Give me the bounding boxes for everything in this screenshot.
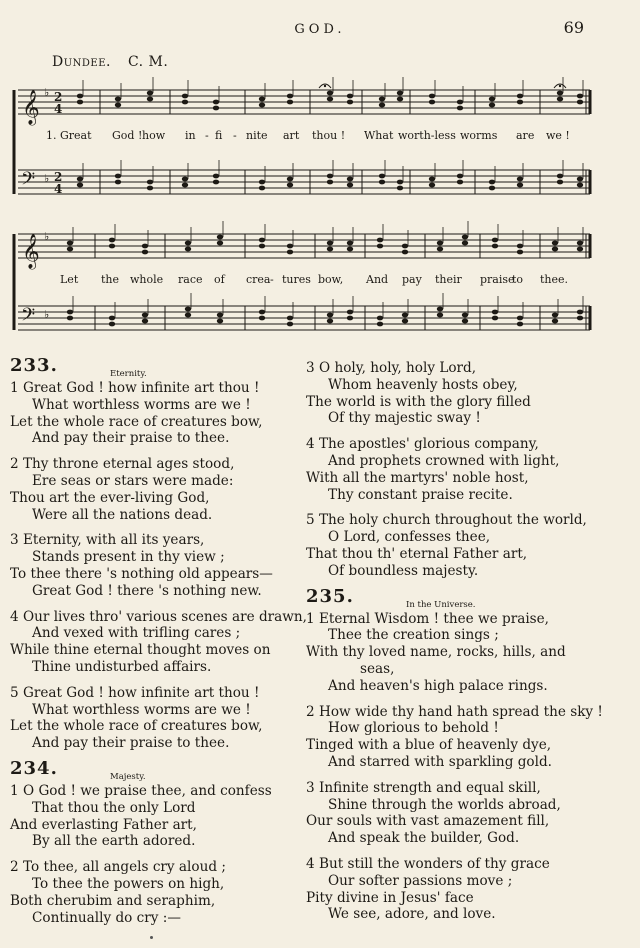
time-signature-top: 2 bbox=[54, 90, 63, 104]
bass-note bbox=[115, 180, 121, 185]
bass-note bbox=[67, 316, 73, 321]
bass-note bbox=[377, 316, 383, 321]
flat-key-signature: ♭ bbox=[44, 308, 50, 321]
time-signature-bottom: 4 bbox=[54, 182, 63, 196]
page-mark bbox=[150, 936, 153, 939]
verse-line bbox=[306, 360, 636, 377]
bass-note bbox=[489, 180, 495, 185]
lyric-syllable: thee. bbox=[540, 273, 569, 286]
stanza bbox=[10, 685, 300, 752]
treble-note bbox=[429, 94, 435, 99]
bass-note bbox=[287, 177, 293, 182]
verse-line: And speak the builder, God. bbox=[328, 830, 520, 847]
treble-note bbox=[517, 94, 523, 99]
treble-note bbox=[379, 103, 385, 108]
verse-text: Eternity, with all its years, bbox=[22, 532, 205, 549]
stanza-number: 1 bbox=[306, 610, 319, 627]
stanza bbox=[306, 780, 636, 847]
bass-note bbox=[577, 177, 583, 182]
time-signature-bottom: 4 bbox=[54, 102, 63, 116]
bass-note bbox=[182, 183, 188, 188]
verse-text: To thee, all angels cry aloud ; bbox=[22, 859, 226, 876]
verse-line: The world is with the glory filled bbox=[306, 393, 531, 410]
verse-line: By all the earth adored. bbox=[32, 833, 196, 850]
treble-note bbox=[402, 250, 408, 255]
verse-line: Both cherubim and seraphim, bbox=[10, 892, 216, 909]
treble-note bbox=[429, 100, 435, 105]
verse-line: Ere seas or stars were made: bbox=[32, 472, 234, 489]
hymn-number: 234. bbox=[10, 757, 58, 779]
stanza bbox=[306, 360, 636, 427]
lyric-syllable: praise bbox=[480, 273, 515, 286]
treble-note bbox=[77, 100, 83, 105]
verse-text: Great God ! how infinite art thou ! bbox=[22, 684, 260, 701]
verse-line bbox=[10, 608, 307, 626]
treble-note bbox=[402, 244, 408, 249]
treble-note bbox=[577, 94, 583, 99]
stanza-number: 2 bbox=[10, 859, 23, 876]
lyric-syllable: 1. Great bbox=[46, 129, 92, 142]
verse-line: That thou the only Lord bbox=[32, 799, 196, 816]
treble-note bbox=[182, 100, 188, 105]
hymn-subtitle: Eternity. bbox=[110, 369, 147, 379]
bass-note bbox=[437, 313, 443, 318]
treble-note bbox=[377, 238, 383, 243]
lyric-syllable: Let bbox=[60, 273, 79, 286]
lyric-syllable: pay bbox=[402, 273, 422, 286]
flat-key-signature: ♭ bbox=[44, 172, 50, 185]
verse-text: Thy throne eternal ages stood, bbox=[22, 456, 235, 473]
verse-line: Thy constant praise recite. bbox=[328, 486, 513, 503]
verse-line: Our softer passions move ; bbox=[328, 872, 513, 889]
bass-note bbox=[429, 183, 435, 188]
treble-note bbox=[552, 247, 558, 252]
bass-note bbox=[347, 183, 353, 188]
bass-note bbox=[347, 177, 353, 182]
bass-note bbox=[185, 307, 191, 312]
bass-note bbox=[347, 310, 353, 315]
bass-note bbox=[67, 310, 73, 315]
treble-note bbox=[259, 103, 265, 108]
stanza bbox=[10, 608, 307, 676]
time-signature-top: 2 bbox=[54, 170, 63, 184]
bass-note bbox=[402, 319, 408, 324]
verse-text: The holy church throughout the world, bbox=[318, 512, 587, 529]
bass-note bbox=[557, 174, 563, 179]
lyric-syllable: - bbox=[270, 273, 274, 286]
hymn-heading bbox=[10, 757, 300, 783]
bass-note bbox=[517, 183, 523, 188]
bass-note bbox=[142, 319, 148, 324]
verse-line bbox=[306, 704, 636, 721]
treble-note bbox=[259, 97, 265, 102]
treble-note bbox=[213, 100, 219, 105]
bass-note bbox=[577, 316, 583, 321]
treble-note bbox=[517, 250, 523, 255]
verse-line: And starred with sparkling gold. bbox=[328, 753, 552, 770]
verse-line: Of boundless majesty. bbox=[328, 562, 479, 579]
running-title: GOD. bbox=[294, 22, 346, 37]
verse-line bbox=[306, 856, 636, 873]
treble-note bbox=[577, 247, 583, 252]
treble-note bbox=[492, 238, 498, 243]
bass-note bbox=[377, 322, 383, 327]
treble-note bbox=[457, 100, 463, 105]
music-system-1 bbox=[0, 74, 640, 214]
bass-note bbox=[397, 180, 403, 185]
tune-name: Dundee. bbox=[52, 54, 111, 70]
lyric-syllable: whole bbox=[130, 273, 164, 286]
bass-note bbox=[109, 322, 115, 327]
bass-note bbox=[577, 310, 583, 315]
right-column bbox=[306, 360, 636, 932]
verse-line: And prophets crowned with light, bbox=[328, 452, 560, 469]
bass-note bbox=[557, 180, 563, 185]
lyric-syllable: the bbox=[101, 273, 120, 286]
tune-heading bbox=[52, 54, 168, 70]
stanza-number: 2 bbox=[306, 703, 319, 720]
lyric-syllable: - bbox=[233, 129, 237, 142]
treble-note bbox=[492, 244, 498, 249]
treble-note bbox=[377, 244, 383, 249]
verse-line bbox=[10, 380, 300, 397]
treble-note bbox=[67, 241, 73, 246]
verse-line bbox=[10, 783, 300, 800]
bass-clef: 𝄢 bbox=[21, 305, 36, 330]
treble-note bbox=[397, 91, 403, 96]
treble-note bbox=[557, 97, 563, 102]
verse-text: Eternal Wisdom ! thee we praise, bbox=[318, 610, 550, 627]
verse-line: With all the martyrs' noble host, bbox=[306, 469, 529, 486]
treble-note bbox=[115, 103, 121, 108]
bass-note bbox=[259, 316, 265, 321]
verse-text: O God ! we praise thee, and confess bbox=[22, 782, 272, 799]
page-number: 69 bbox=[563, 18, 584, 37]
lyric-syllable: their bbox=[435, 273, 462, 286]
bass-note bbox=[517, 316, 523, 321]
verse-text: Infinite strength and equal skill, bbox=[318, 779, 541, 796]
treble-note bbox=[67, 247, 73, 252]
verse-line bbox=[306, 436, 636, 453]
stanza bbox=[10, 783, 300, 850]
lyric-syllable: worms bbox=[460, 129, 498, 142]
verse-line: How glorious to behold ! bbox=[328, 720, 499, 737]
stanza-number: 1 bbox=[10, 782, 23, 799]
verse-line: What worthless worms are we ! bbox=[32, 701, 251, 718]
bass-note bbox=[462, 319, 468, 324]
treble-note bbox=[462, 235, 468, 240]
stanza-number: 3 bbox=[306, 360, 319, 376]
verse-line: With thy loved name, rocks, hills, and bbox=[306, 644, 566, 661]
treble-note bbox=[287, 244, 293, 249]
bass-note bbox=[462, 313, 468, 318]
verse-line: And everlasting Father art, bbox=[10, 816, 197, 833]
bass-note bbox=[327, 174, 333, 179]
lyric-syllable: how bbox=[142, 129, 166, 142]
verse-line: And pay their praise to thee. bbox=[32, 430, 230, 447]
stanza-number: 5 bbox=[306, 512, 319, 529]
stanza bbox=[306, 512, 636, 579]
left-column bbox=[10, 352, 307, 935]
verse-line: And heaven's high palace rings. bbox=[328, 677, 548, 694]
treble-note bbox=[577, 241, 583, 246]
lyric-syllable: in bbox=[185, 129, 196, 142]
treble-note bbox=[142, 250, 148, 255]
treble-note bbox=[347, 94, 353, 99]
treble-note bbox=[552, 241, 558, 246]
treble-clef: 𝄞 bbox=[22, 90, 40, 125]
bass-note bbox=[457, 174, 463, 179]
treble-note bbox=[185, 241, 191, 246]
hymn-number: 233. bbox=[10, 355, 58, 376]
treble-note bbox=[109, 238, 115, 243]
verse-line: Whom heavenly hosts obey, bbox=[328, 376, 518, 393]
treble-note bbox=[109, 244, 115, 249]
bass-note bbox=[429, 177, 435, 182]
treble-note bbox=[517, 244, 523, 249]
bass-note bbox=[259, 180, 265, 185]
verse-line: Great God ! there 's nothing new. bbox=[32, 582, 262, 599]
treble-note bbox=[213, 106, 219, 111]
treble-note bbox=[489, 103, 495, 108]
bass-note bbox=[217, 313, 223, 318]
tune-meter: C. M. bbox=[127, 54, 169, 70]
lyric-syllable: race bbox=[178, 273, 203, 286]
treble-note bbox=[327, 91, 333, 96]
bass-note bbox=[402, 313, 408, 318]
bass-note bbox=[213, 174, 219, 179]
hymn-heading bbox=[306, 585, 636, 611]
bass-note bbox=[489, 186, 495, 191]
stanza-number: 5 bbox=[10, 684, 23, 701]
verse-text: Great God ! how infinite art thou ! bbox=[22, 380, 260, 396]
treble-note bbox=[457, 106, 463, 111]
bass-note bbox=[397, 186, 403, 191]
verse-text: The apostles' glorious company, bbox=[318, 436, 539, 453]
lyric-syllable: art bbox=[283, 129, 300, 142]
bass-note bbox=[492, 316, 498, 321]
lyric-syllable: fi bbox=[215, 129, 223, 142]
lyric-syllable: are bbox=[516, 129, 535, 142]
verse-line: To thee the powers on high, bbox=[32, 875, 225, 892]
bass-note bbox=[492, 310, 498, 315]
verse-line: Thine undisturbed affairs. bbox=[32, 658, 212, 675]
treble-note bbox=[287, 100, 293, 105]
stanza bbox=[10, 532, 300, 599]
bass-note bbox=[379, 180, 385, 185]
bass-clef: 𝄢 bbox=[21, 169, 36, 194]
stanza bbox=[306, 856, 636, 923]
stanza bbox=[306, 436, 636, 503]
bass-note bbox=[109, 316, 115, 321]
stanza-number: 4 bbox=[306, 436, 319, 453]
verse-line: Were all the nations dead. bbox=[32, 506, 213, 523]
bass-note bbox=[552, 319, 558, 324]
stanza-number: 3 bbox=[306, 779, 319, 796]
bass-note bbox=[287, 316, 293, 321]
lyric-syllable: What bbox=[364, 129, 394, 142]
verse-text: Our lives thro' various scenes are drawn, bbox=[22, 608, 307, 625]
lyric-syllable: thou ! bbox=[312, 129, 346, 142]
verse-text: But still the wonders of thy grace bbox=[318, 855, 550, 872]
lyric-syllable: God ! bbox=[112, 129, 143, 142]
lyric-syllable: bow, bbox=[318, 273, 344, 286]
treble-note bbox=[327, 247, 333, 252]
treble-note bbox=[142, 244, 148, 249]
treble-note bbox=[327, 97, 333, 102]
bass-note bbox=[213, 180, 219, 185]
verse-line bbox=[306, 512, 636, 529]
bass-note bbox=[217, 319, 223, 324]
bass-note bbox=[287, 183, 293, 188]
flat-key-signature: ♭ bbox=[44, 86, 50, 99]
treble-note bbox=[287, 94, 293, 99]
treble-note bbox=[259, 244, 265, 249]
bass-note bbox=[185, 313, 191, 318]
verse-line bbox=[10, 685, 300, 702]
verse-line: What worthless worms are we ! bbox=[32, 396, 251, 413]
bass-note bbox=[347, 316, 353, 321]
stanza-number: 4 bbox=[306, 855, 319, 872]
verse-line: While thine eternal thought moves on bbox=[10, 642, 271, 659]
treble-note bbox=[462, 241, 468, 246]
bass-note bbox=[437, 307, 443, 312]
bass-note bbox=[457, 180, 463, 185]
treble-note bbox=[489, 97, 495, 102]
verse-line: Tinged with a blue of heavenly dye, bbox=[306, 737, 552, 754]
lyric-syllable: we ! bbox=[546, 129, 570, 142]
verse-line: That thou th' eternal Father art, bbox=[306, 545, 528, 562]
treble-note bbox=[397, 97, 403, 102]
bass-note bbox=[287, 322, 293, 327]
stanza bbox=[10, 859, 300, 926]
treble-clef: 𝄞 bbox=[22, 234, 40, 269]
lyric-syllable: And bbox=[366, 273, 389, 286]
verse-line bbox=[10, 532, 300, 549]
verse-line: We see, adore, and love. bbox=[328, 906, 496, 923]
verse-line: Shine through the worlds abroad, bbox=[328, 796, 561, 813]
treble-note bbox=[557, 91, 563, 96]
stanza-number: 1 bbox=[10, 380, 23, 396]
bass-note bbox=[327, 180, 333, 185]
verse-line: O Lord, confesses thee, bbox=[328, 529, 491, 546]
bass-note bbox=[259, 186, 265, 191]
bass-note bbox=[142, 313, 148, 318]
treble-note bbox=[259, 238, 265, 243]
verse-line: And vexed with trifling cares ; bbox=[32, 625, 241, 642]
fermata-dot bbox=[324, 85, 326, 87]
fermata-dot bbox=[559, 85, 561, 87]
lyric-syllable: of bbox=[214, 273, 225, 286]
verse-line: Continually do cry :— bbox=[32, 909, 181, 926]
verse-line: seas, bbox=[360, 660, 395, 677]
bass-note bbox=[552, 313, 558, 318]
treble-note bbox=[287, 250, 293, 255]
treble-note bbox=[147, 91, 153, 96]
treble-note bbox=[347, 241, 353, 246]
treble-note bbox=[182, 94, 188, 99]
hymn-number: 235. bbox=[306, 585, 354, 607]
hymn-subtitle: In the Universe. bbox=[406, 599, 476, 610]
verse-text: How wide thy hand hath spread the sky ! bbox=[318, 703, 603, 720]
verse-line: Pity divine in Jesus' face bbox=[306, 889, 474, 906]
treble-note bbox=[379, 97, 385, 102]
flat-key-signature: ♭ bbox=[44, 230, 50, 243]
verse-line: Thou art the ever-living God, bbox=[10, 489, 210, 506]
verse-line: Thee the creation sings ; bbox=[328, 627, 499, 644]
treble-note bbox=[437, 247, 443, 252]
verse-line: Our souls with vast amazement fill, bbox=[306, 813, 550, 830]
bass-note bbox=[147, 180, 153, 185]
bass-note bbox=[77, 177, 83, 182]
bass-note bbox=[327, 313, 333, 318]
treble-note bbox=[115, 97, 121, 102]
page-header bbox=[0, 18, 640, 42]
verse-line: To thee there 's nothing old appears— bbox=[10, 565, 273, 582]
treble-note bbox=[517, 100, 523, 105]
treble-note bbox=[347, 247, 353, 252]
stanza-number: 2 bbox=[10, 456, 23, 473]
stanza-number: 4 bbox=[10, 608, 23, 625]
lyric-syllable: worth-less bbox=[398, 129, 456, 142]
stanza bbox=[306, 611, 636, 695]
bass-note bbox=[577, 183, 583, 188]
lyric-syllable: to bbox=[512, 273, 524, 286]
bass-note bbox=[517, 177, 523, 182]
hymn-heading bbox=[10, 355, 300, 380]
lyric-syllable: tures bbox=[282, 273, 311, 286]
bass-note bbox=[379, 174, 385, 179]
verse-line: And pay their praise to thee. bbox=[32, 735, 230, 752]
verse-line bbox=[10, 859, 300, 876]
lyric-syllable: nite bbox=[246, 129, 268, 142]
stanza bbox=[10, 380, 300, 447]
hymn-subtitle: Majesty. bbox=[110, 771, 146, 782]
lyric-syllable: crea bbox=[246, 273, 271, 286]
treble-note bbox=[217, 235, 223, 240]
bass-note bbox=[115, 174, 121, 179]
treble-note bbox=[185, 247, 191, 252]
lyric-syllable: - bbox=[205, 129, 209, 142]
bass-note bbox=[517, 322, 523, 327]
stanza bbox=[306, 704, 636, 771]
bass-note bbox=[147, 186, 153, 191]
stanza-number: 3 bbox=[10, 532, 23, 549]
bass-note bbox=[77, 183, 83, 188]
verse-line: Of thy majestic sway ! bbox=[328, 410, 481, 427]
verse-line bbox=[306, 780, 636, 797]
bass-note bbox=[182, 177, 188, 182]
treble-note bbox=[77, 94, 83, 99]
verse-line bbox=[10, 456, 300, 473]
stanza bbox=[10, 456, 300, 523]
treble-note bbox=[437, 241, 443, 246]
bass-note bbox=[259, 310, 265, 315]
verse-text: O holy, holy, holy Lord, bbox=[318, 360, 477, 376]
treble-note bbox=[347, 100, 353, 105]
treble-note bbox=[327, 241, 333, 246]
verse-line: Stands present in thy view ; bbox=[32, 549, 225, 566]
treble-note bbox=[577, 100, 583, 105]
treble-note bbox=[217, 241, 223, 246]
treble-note bbox=[147, 97, 153, 102]
verse-line: Let the whole race of creatures bow, bbox=[10, 413, 263, 430]
bass-note bbox=[327, 319, 333, 324]
verse-line: Let the whole race of creatures bow, bbox=[10, 718, 263, 735]
